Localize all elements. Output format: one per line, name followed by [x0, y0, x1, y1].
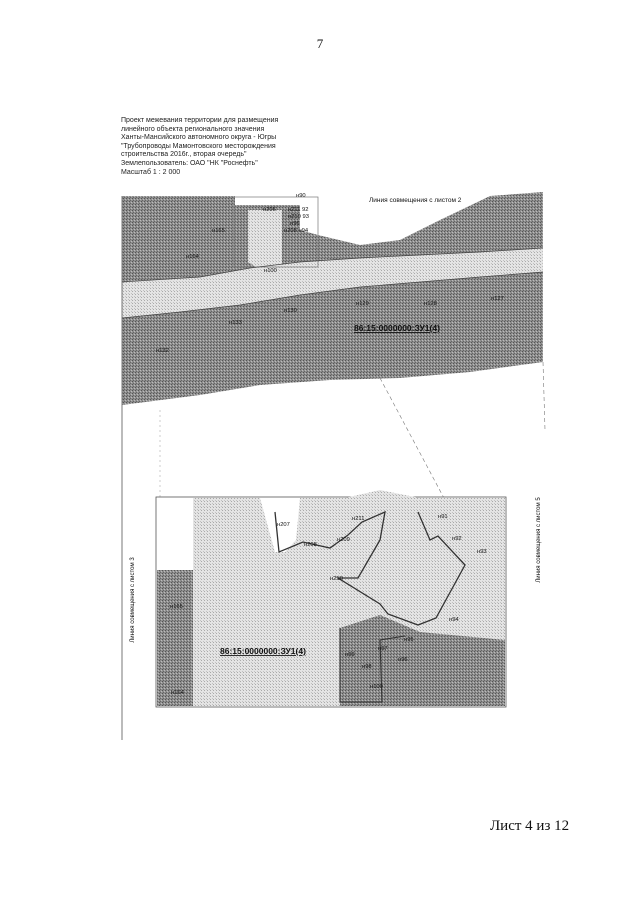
point-label: н127: [491, 296, 504, 302]
caption-line: Ханты-Мансийского автономного округа - Югры: [121, 134, 277, 142]
point-label: н211 92: [288, 207, 309, 213]
lower-match-line-right-label: Линия совмещения с листом 5: [536, 497, 542, 583]
caption-line: строительства 2016г., вторая очередь": [121, 151, 247, 159]
page-number: 7: [316, 36, 324, 51]
point-label: н165: [212, 228, 225, 234]
point-label: н90: [296, 193, 306, 199]
lower-match-line-left-label: Линия совмещения с листом 3: [130, 557, 136, 643]
point-label: н98: [362, 664, 372, 670]
point-label: н96: [398, 657, 408, 663]
point-label: н208 н94: [284, 228, 309, 234]
caption-line: "Трубопроводы Мамонтовского месторождения: [121, 142, 276, 150]
point-label: н100: [264, 268, 277, 274]
point-label: н92: [452, 536, 462, 542]
connector-line: [543, 362, 545, 430]
point-label: н210 93: [288, 214, 309, 220]
point-label: н99: [345, 652, 355, 658]
upper-corridor-spur: [248, 210, 282, 270]
point-label: н164: [186, 254, 199, 260]
point-label: н96: [290, 221, 300, 227]
point-label: н210: [330, 576, 343, 582]
point-label: н130: [284, 308, 297, 314]
caption-line: Землепользователь: ОАО "НК "Роснефть": [121, 159, 258, 167]
point-label: н132: [156, 348, 169, 354]
point-label: н208: [304, 542, 317, 548]
lower-parcel-label: 86:15:0000000:ЗУ1(4): [220, 646, 306, 656]
upper-parcel-label: 86:15:0000000:ЗУ1(4): [354, 323, 440, 333]
point-label: н165: [170, 604, 183, 610]
point-label: н207: [277, 522, 290, 528]
point-label: н94: [449, 617, 459, 623]
caption-line: линейного объекта регионального значения: [121, 125, 265, 133]
point-label: н133: [229, 320, 242, 326]
upper-match-line-label: Линия совмещения с листом 2: [369, 197, 462, 204]
sheet-number: Лист 4 из 12: [490, 818, 570, 834]
lower-map: [130, 490, 542, 707]
point-label: н129: [356, 301, 369, 307]
point-label: н211: [352, 516, 365, 522]
point-label: н128: [424, 301, 437, 307]
point-label: н100: [370, 684, 383, 690]
point-label: н209: [337, 537, 350, 543]
lower-left-dark-strip: [157, 570, 193, 706]
point-label: н95: [404, 637, 414, 643]
caption-line: Масштаб 1 : 2 000: [121, 168, 181, 176]
point-label: н91: [438, 514, 448, 520]
caption-line: Проект межевания территории для размещения: [121, 117, 279, 124]
point-label: н206: [263, 207, 276, 213]
point-label: н164: [171, 690, 184, 696]
point-label: н97: [378, 646, 388, 652]
point-label: н93: [477, 549, 487, 555]
connector-line: [380, 378, 445, 500]
